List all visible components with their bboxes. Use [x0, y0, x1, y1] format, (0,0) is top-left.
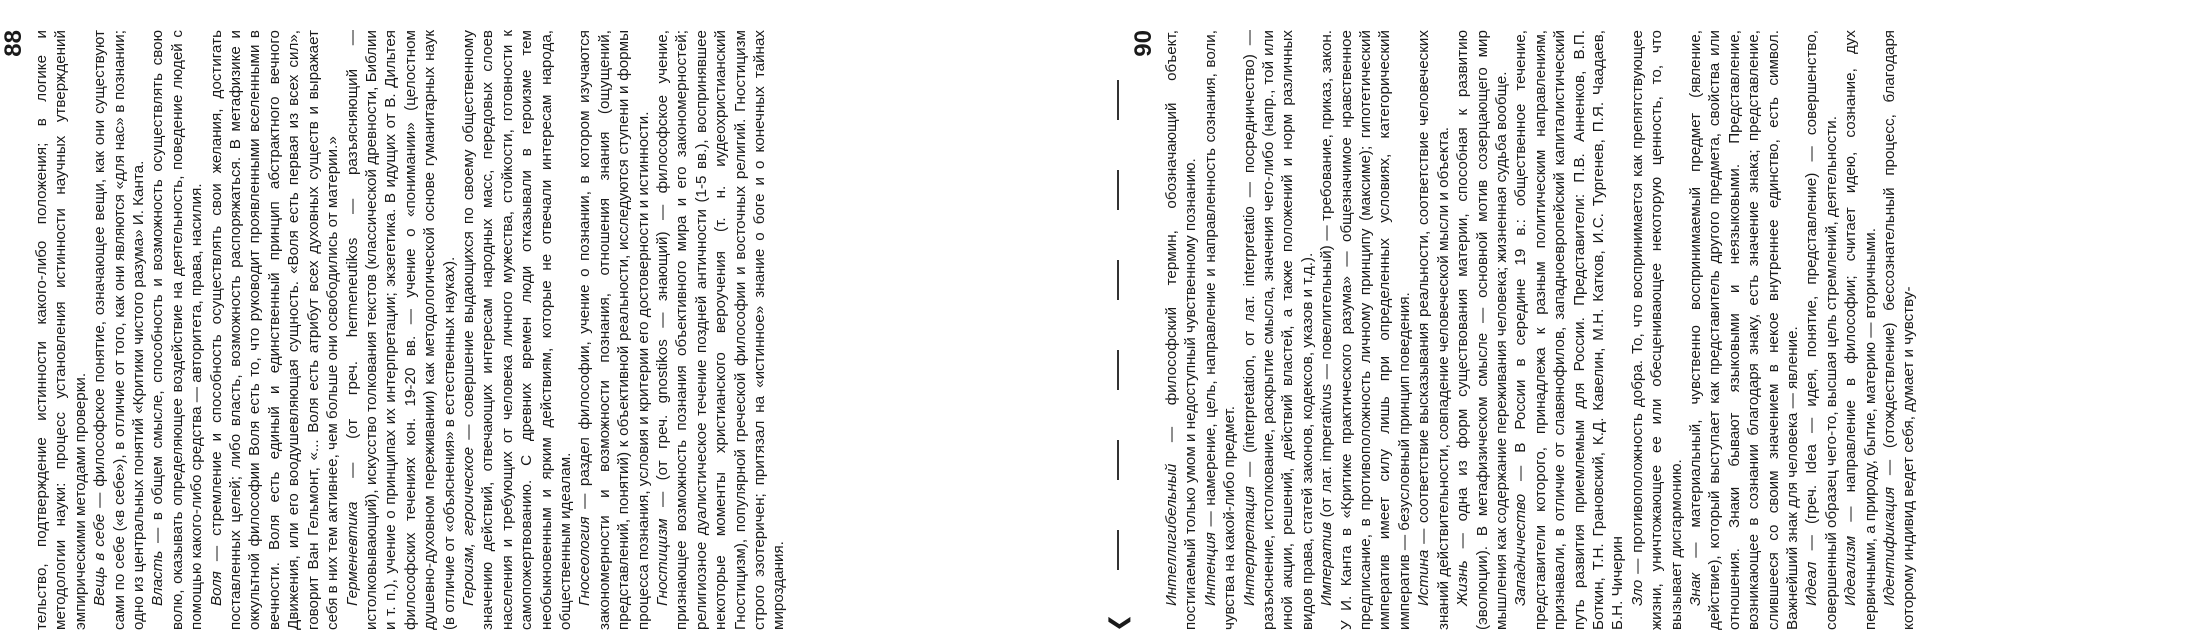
entry-term: Гносеология	[576, 516, 594, 606]
entry-term: Истина	[1415, 549, 1433, 606]
entry-term: Идеал	[1803, 561, 1821, 606]
entry-term: Знак	[1686, 572, 1704, 606]
dictionary-entry	[1802, 30, 1841, 630]
entry-text: — философское понятие, означающее вещи, как они существуют сами по себе («в себе»), в отличие от того, как они являются «для нас» в познании; одно из центральных понятий «Критики чистого разума» И. Канта.	[91, 30, 148, 630]
entry-text: — направление в философии; считает идею, сознание, дух первичными, а природу, бытие, материю — вторичными.	[1842, 30, 1879, 630]
entry-term: Власть	[149, 550, 167, 606]
dictionary-entry	[1841, 30, 1880, 630]
dictionary-entry	[148, 30, 206, 630]
entry-text: — материальный, чувственно воспринимаемый предмет (явление, действие), который выступает как представитель другого предмета, свойства или отношения. Знаки бывают языковыми и неязыковыми. Представление, возникающее в сознании благодаря знаку, есть значение знака; представление, слившееся со своим значением в некое внутреннее единство, есть символ. Важнейший знак для человека — явление.	[1686, 30, 1801, 630]
entry-text: (от лат. imperativus — повелительный) — требование, приказ, закон. У И. Канта в «Критике практического разума» — общезначимое нравственное предписание, в противоположность личному принципу (максиме); гипотетический императив имеет силу лишь при определенных условиях, категорический императив — безусловный принцип поведения.	[1318, 30, 1413, 630]
dictionary-entry: тельство, подтверждение истинности какого-либо положения; в логике и методологии науки: процесс установления истинности научных утверждений эмпирическими методами проверки.	[33, 30, 89, 630]
entry-term: Герменевтика	[343, 501, 361, 606]
entry-term: Идентификация	[1881, 486, 1899, 606]
dictionary-entry	[343, 30, 459, 630]
chevron-left-icon: ❮	[1105, 613, 1130, 632]
entry-term: Жизнь	[1454, 560, 1472, 606]
entry-text: — (interpretation, от лат. interpretatio — посредничество) — разъяснение, истолкование, раскрытие смысла, значения чего-либо (напр., той или иной акции, решений, действий властей, а также положений и норм различных видов права, статей законов, кодексов, указов и т.д.).	[1240, 30, 1316, 630]
page-90	[1130, 30, 2200, 630]
divider-dash	[1117, 350, 1119, 390]
divider-dash	[1117, 530, 1119, 570]
entry-text: — (греч. Idea — идея, понятие, представление) — совершенство, совершенный образец чего-то, высшая цель стремлений, деятельности.	[1803, 30, 1840, 630]
page-number: 90	[1130, 30, 1157, 57]
dictionary-entry	[1414, 30, 1453, 630]
dictionary-entry	[207, 30, 343, 630]
dictionary-entry	[1686, 30, 1802, 630]
dictionary-entry	[1628, 30, 1686, 630]
entry-text: — (отождествление) бессознательный процесс, благодаря которому индивид ведет себя, думает и чувству-	[1881, 30, 1918, 630]
dictionary-entry	[1240, 30, 1318, 630]
dictionary-entry	[1162, 30, 1201, 630]
entry-text: — философский термин, обозначающий объект, постигаемый только умом и недоступный чувственному познанию.	[1163, 30, 1200, 630]
divider-dash	[1117, 80, 1119, 120]
entry-term: Гностицизм	[654, 518, 671, 606]
entry-term: Западничество	[1512, 493, 1530, 606]
dictionary-entry	[1201, 30, 1240, 630]
dictionary-entry	[90, 30, 148, 630]
dictionary-entry	[1511, 30, 1627, 630]
entry-text: — совершение выдающихся по своему общественному значению действий, отвечающих интересам народных масс, передовых слоев населения и требующих от человека личного мужества, стойкости, готовности к самопожертвованию. С древних времен люди отказывали в героизме тем необыкновенным и ярким действиям, которые не отвечали интересам народа, общественным идеалам.	[459, 30, 574, 630]
entry-term: Воля	[207, 571, 225, 606]
entry-text: — противоположность добра. То, что воспринимается как препятствующее жизни, уничтожающее ее или обесценивающее некоторую ценность, то, что вызывает дисгармонию.	[1628, 30, 1685, 630]
entry-term: Идеализм	[1842, 535, 1860, 606]
entry-term: Интеллигибельный	[1163, 463, 1180, 606]
page-88	[0, 30, 1110, 630]
dictionary-entry	[1453, 30, 1511, 630]
page-number: 88	[0, 30, 27, 57]
divider-dash	[1117, 260, 1119, 300]
dictionary-entry	[1880, 30, 1919, 630]
entry-text: — раздел философии, учение о познании, в котором изучаются закономерности и возможности познания, отношения знания (ощущений, представлений, понятий) к объективной реальности, исследуются ступени и формы процесса познания, условия и критерии его достоверности и истинности.	[576, 30, 652, 630]
dictionary-entry	[1317, 30, 1414, 630]
entry-term: Вещь в себе	[91, 513, 109, 606]
page-divider	[1105, 0, 1130, 640]
dictionary-entry	[459, 30, 575, 630]
dictionary-entry	[575, 30, 653, 630]
page-88-entries	[32, 30, 789, 630]
divider-dash	[1117, 440, 1119, 480]
entry-text: — одна из форм существования материи, способная к развитию (эволюции). В метафизическом смысле — основной мотив созерцающего мир мышления как содержание переживания человека; жизненная судьба вообще.	[1454, 30, 1510, 630]
entry-text: — (от греч. gnostikos — знающий) — философское учение, признающее возможность познания объективного мира и его закономерностей; религиозное дуалистическое течение поздней античности (1-5 вв.), воспринявшее некоторые моменты христианского вероучения (т. н. иудеохристианский Гностицизм), популярной греческой философии и восточных религий. Гностицизм строго эзотеричен; притязал на «истинное» знание о боге и о конечных тайнах мироздания.	[654, 30, 788, 630]
entry-term: Интенция	[1201, 532, 1219, 606]
entry-text: — В России в середине 19 в.: общественное течение, представители которого, принадлежа к разным политическим направлениям, признавали, в отличие от славянофилов, западноевропейский капиталистический путь развития приемлемым для России. Представители: П.В. Анненков, В.П. Боткин, Т.Н. Грановский, К.Д. Кавелин, М.Н. Катков, И.С. Тургенев, П.Я. Чаадаев, Б.Н. Чичерин	[1512, 30, 1627, 630]
divider-dash	[1117, 170, 1119, 210]
entry-text: — в общем смысле, способность и возможность осуществлять свою волю, оказывать определяющее воздействие на деятельность, поведение людей с помощью какого-либо средства — авторитета, права, насилия.	[149, 30, 206, 630]
dictionary-entry	[653, 30, 789, 630]
page-90-entries	[1162, 30, 1919, 630]
entry-text: — соответствие высказывания реальности, соответствие человеческих знаний действительности, совпадение человеческой мысли и объекта.	[1415, 30, 1452, 630]
entry-term: Героизм, героическое	[459, 446, 477, 606]
entry-text: — намерение, цель, направление и направленность сознания, воли, чувства на какой-либо предмет.	[1201, 30, 1239, 630]
entry-term: Интерпретация	[1240, 485, 1258, 606]
entry-term: Императив	[1318, 522, 1336, 606]
entry-term: Зло	[1628, 579, 1646, 606]
entry-text: — (от греч. hermeneutikos — разъясняющий — истолковывающий), искусство толкования текстов (классической древности, Библии и т. п.), учение о принципах их интерпретации; экзегетика. В идущих от В. Дильтея философских течениях кон. 19-20 вв. — учение о «понимании» (целостном душевно-духовном переживании) как методологической основе гуманитарных наук (в отличие от «объяснения» в естественных науках).	[343, 30, 458, 630]
entry-text: — стремление и способность осуществлять свои желания, достигать поставленных целей; либо власть, возможность распоряжаться. В метафизике и оккультной философии Воля есть то, что руководит проявленными вселенными в вечности. Воля есть единый и единственный принцип абстрактного вечного Движения, или его воодушевляющая сущность. «Воля есть первая из всех сил», говорит Ван Гельмонт, «... Воля есть атрибут всех духовных существ и выражает себя в них тем активнее, чем больше они освободились от материи.»	[207, 30, 342, 630]
